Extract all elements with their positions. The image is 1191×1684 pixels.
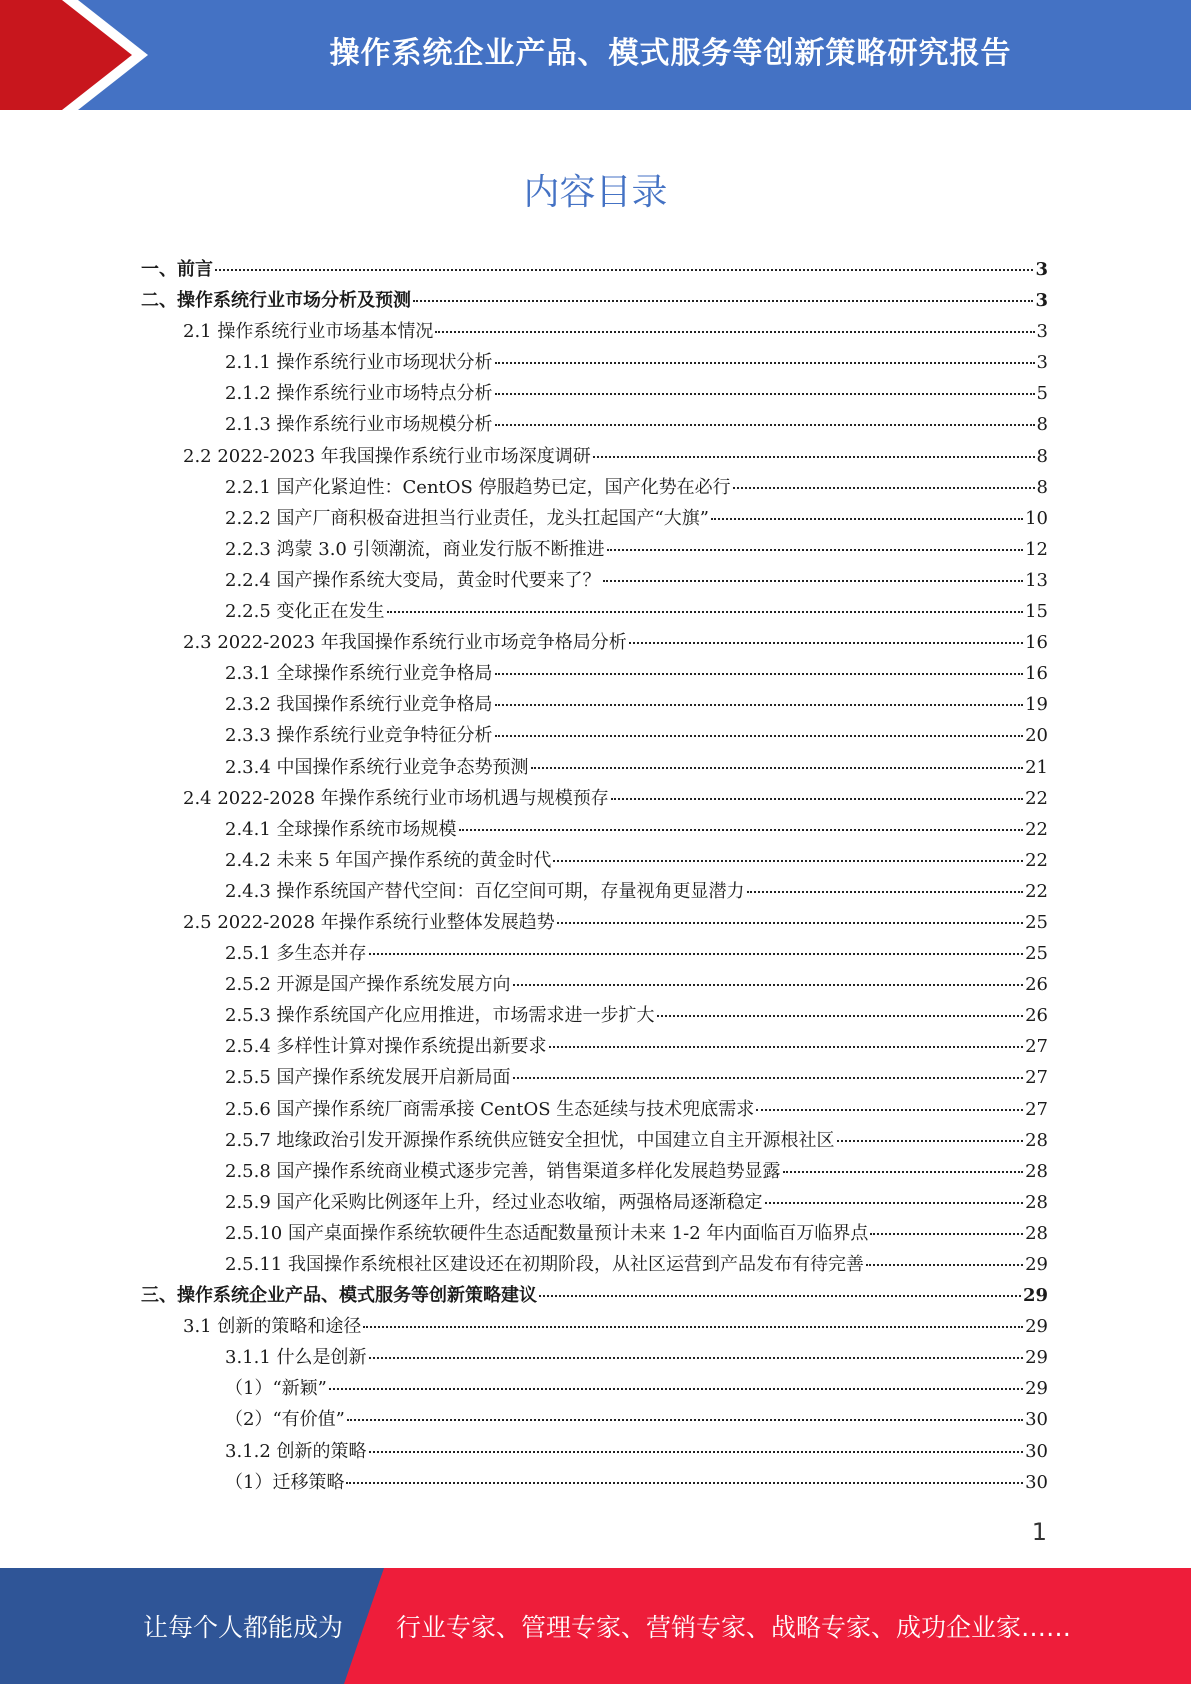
- toc-entry[interactable]: [141, 316, 1048, 347]
- toc-dot-leader: [459, 829, 1024, 831]
- toc-entry[interactable]: [141, 1156, 1048, 1187]
- toc-entry[interactable]: [141, 1280, 1048, 1311]
- toc-title: 内容目录: [523, 172, 668, 213]
- toc-entry-page: 30: [1025, 1440, 1048, 1462]
- toc-dot-leader: [347, 1419, 1023, 1421]
- toc-entry-label: 2.3.1 全球操作系统行业竞争格局: [225, 663, 493, 685]
- toc-entry-page: 27: [1025, 1036, 1048, 1058]
- toc-entry-page: 5: [1036, 383, 1048, 405]
- toc-entry-label: （2）“有价值”: [225, 1409, 345, 1431]
- toc-entry-page: 21: [1025, 756, 1048, 778]
- toc-entry-label: 2.5.2 开源是国产操作系统发展方向: [225, 974, 511, 996]
- toc-entry[interactable]: [141, 285, 1048, 316]
- toc-entry-page: 26: [1025, 974, 1048, 996]
- toc-entry[interactable]: [141, 1062, 1048, 1093]
- toc-dot-leader: [549, 1046, 1024, 1048]
- toc-entry-label: 2.2.3 鸿蒙 3.0 引领潮流，商业发行版不断推进: [225, 538, 605, 560]
- toc-entry-page: 3: [1036, 352, 1048, 374]
- toc-entry[interactable]: [141, 938, 1048, 969]
- toc-dot-leader: [346, 1482, 1023, 1484]
- toc-entry-label: 2.2.4 国产操作系统大变局，黄金时代要来了？: [225, 569, 601, 591]
- toc-dot-leader: [495, 393, 1035, 395]
- toc-entry-page: 8: [1036, 476, 1048, 498]
- toc-entry-label: 2.5.9 国产化采购比例逐年上升，经过业态收缩，两强格局逐渐稳定: [225, 1191, 763, 1213]
- toc-entry[interactable]: [141, 1000, 1048, 1031]
- toc-entry-page: 10: [1025, 507, 1048, 529]
- toc-entry-label: 3.1.1 什么是创新: [225, 1347, 367, 1369]
- toc-dot-leader: [369, 1451, 1024, 1453]
- toc-entry[interactable]: [141, 969, 1048, 1000]
- toc-entry-label: 2.5 2022-2028 年操作系统行业整体发展趋势: [183, 911, 555, 933]
- toc-dot-leader: [495, 362, 1035, 364]
- toc-entry-label: 三、操作系统企业产品、模式服务等创新策略建议: [141, 1285, 537, 1307]
- toc-entry-label: 2.5.10 国产桌面操作系统软硬件生态适配数量预计未来 1-2 年内面临百万临界点: [225, 1222, 869, 1244]
- toc-entry-label: 3.1 创新的策略和途径: [183, 1316, 362, 1338]
- toc-entry-label: （1）“新颖”: [225, 1378, 327, 1400]
- toc-entry-label: 2.5.6 国产操作系统厂商需承接 CentOS 生态延续与技术兜底需求: [225, 1098, 755, 1120]
- toc-entry[interactable]: [141, 1094, 1048, 1125]
- toc-entry-page: 25: [1025, 943, 1048, 965]
- toc-entry-page: 13: [1025, 569, 1048, 591]
- toc-entry[interactable]: [141, 627, 1048, 658]
- toc-entry-page: 27: [1025, 1067, 1048, 1089]
- toc-entry-page: 22: [1025, 818, 1048, 840]
- toc-entry[interactable]: [141, 1031, 1048, 1062]
- toc-entry[interactable]: [141, 1187, 1048, 1218]
- toc-entry-label: 2.2.5 变化正在发生: [225, 601, 385, 623]
- toc-entry-page: 26: [1025, 1005, 1048, 1027]
- toc-dot-leader: [557, 922, 1023, 924]
- toc-entry[interactable]: [141, 1373, 1048, 1404]
- toc-entry-label: 2.3.4 中国操作系统行业竞争态势预测: [225, 756, 529, 778]
- toc-entry-page: 22: [1025, 787, 1048, 809]
- toc-entry-page: 16: [1025, 632, 1048, 654]
- toc-entry[interactable]: [141, 1467, 1048, 1498]
- toc-entry[interactable]: [141, 720, 1048, 751]
- toc-dot-leader: [435, 331, 1034, 333]
- toc-entry[interactable]: [141, 534, 1048, 565]
- toc-entry-page: 28: [1025, 1222, 1048, 1244]
- toc-dot-leader: [607, 549, 1024, 551]
- toc-dot-leader: [369, 1357, 1024, 1359]
- toc-entry-page: 8: [1036, 414, 1048, 436]
- toc-entry-label: 2.5.7 地缘政治引发开源操作系统供应链安全担忧，中国建立自主开源根社区: [225, 1129, 835, 1151]
- toc-dot-leader: [747, 891, 1024, 893]
- toc-entry-page: 3: [1036, 321, 1048, 343]
- toc-dot-leader: [495, 704, 1024, 706]
- toc-dot-leader: [363, 1326, 1023, 1328]
- toc-entry-label: 2.5.3 操作系统国产化应用推进，市场需求进一步扩大: [225, 1005, 655, 1027]
- report-title: 操作系统企业产品、模式服务等创新策略研究报告: [329, 36, 1012, 71]
- toc-entry[interactable]: [141, 347, 1048, 378]
- toc-entry[interactable]: [141, 1342, 1048, 1373]
- table-of-contents: [141, 254, 1048, 1498]
- toc-dot-leader: [611, 798, 1023, 800]
- toc-entry-label: 2.5.5 国产操作系统发展开启新局面: [225, 1067, 511, 1089]
- toc-entry-page: 15: [1025, 601, 1048, 623]
- toc-entry[interactable]: [141, 596, 1048, 627]
- toc-entry-label: 2.1 操作系统行业市场基本情况: [183, 321, 434, 343]
- toc-entry-label: 2.4.1 全球操作系统市场规模: [225, 818, 457, 840]
- toc-dot-leader: [387, 611, 1024, 613]
- toc-entry[interactable]: [141, 1218, 1048, 1249]
- toc-entry[interactable]: [141, 1436, 1048, 1467]
- toc-entry-label: 2.2.1 国产化紧迫性：CentOS 停服趋势已定，国产化势在必行: [225, 476, 731, 498]
- toc-entry[interactable]: [141, 658, 1048, 689]
- toc-entry-label: 2.2 2022-2023 年我国操作系统行业市场深度调研: [183, 445, 591, 467]
- red-arrow-logo-icon: [0, 0, 150, 110]
- footer-band: [0, 1568, 1191, 1684]
- toc-dot-leader: [413, 300, 1033, 302]
- toc-entry-page: 12: [1025, 538, 1048, 560]
- toc-entry-page: 30: [1025, 1471, 1048, 1493]
- toc-entry-label: （1）迁移策略: [225, 1471, 345, 1493]
- toc-entry-page: 29: [1025, 1378, 1048, 1400]
- toc-entry-page: 16: [1025, 663, 1048, 685]
- toc-entry[interactable]: [141, 783, 1048, 814]
- toc-entry-label: 2.3 2022-2023 年我国操作系统行业市场竞争格局分析: [183, 632, 627, 654]
- footer-slogan: 让每个人都能成为: [143, 1613, 344, 1642]
- toc-dot-leader: [513, 984, 1024, 986]
- toc-entry-label: 2.1.2 操作系统行业市场特点分析: [225, 383, 493, 405]
- toc-entry[interactable]: [141, 1125, 1048, 1156]
- toc-entry[interactable]: [141, 845, 1048, 876]
- toc-entry-label: 2.3.3 操作系统行业竞争特征分析: [225, 725, 493, 747]
- toc-entry[interactable]: [141, 752, 1048, 783]
- toc-dot-leader: [629, 642, 1023, 644]
- toc-entry-page: 28: [1025, 1191, 1048, 1213]
- toc-entry-page: 20: [1025, 725, 1048, 747]
- toc-entry-page: 25: [1025, 911, 1048, 933]
- toc-entry-page: 28: [1025, 1129, 1048, 1151]
- toc-entry[interactable]: [141, 565, 1048, 596]
- toc-entry-label: 2.2.2 国产厂商积极奋进担当行业责任，龙头扛起国产“大旗”: [225, 507, 709, 529]
- toc-entry[interactable]: [141, 409, 1048, 440]
- toc-entry[interactable]: [141, 689, 1048, 720]
- toc-entry[interactable]: [141, 1404, 1048, 1435]
- toc-dot-leader: [329, 1388, 1023, 1390]
- toc-entry-page: 29: [1022, 1285, 1048, 1307]
- toc-dot-leader: [215, 269, 1033, 271]
- toc-entry[interactable]: [141, 907, 1048, 938]
- toc-entry-page: 30: [1025, 1409, 1048, 1431]
- toc-entry-label: 二、操作系统行业市场分析及预测: [141, 290, 411, 312]
- toc-dot-leader: [711, 518, 1023, 520]
- toc-entry-label: 2.1.3 操作系统行业市场规模分析: [225, 414, 493, 436]
- toc-dot-leader: [657, 1015, 1024, 1017]
- toc-entry[interactable]: [141, 472, 1048, 503]
- toc-entry-label: 2.5.1 多生态并存: [225, 943, 367, 965]
- toc-dot-leader: [837, 1140, 1024, 1142]
- toc-entry-label: 2.5.11 我国操作系统根社区建设还在初期阶段，从社区运营到产品发布有待完善: [225, 1254, 864, 1275]
- toc-dot-leader: [603, 580, 1024, 582]
- toc-dot-leader: [495, 673, 1024, 675]
- toc-dot-leader: [539, 1295, 1021, 1297]
- toc-entry-label: 2.3.2 我国操作系统行业竞争格局: [225, 694, 493, 716]
- toc-entry[interactable]: [141, 1311, 1048, 1342]
- toc-entry-page: 29: [1025, 1316, 1048, 1338]
- toc-dot-leader: [513, 1077, 1024, 1079]
- toc-entry-label: 2.4.2 未来 5 年国产操作系统的黄金时代: [225, 849, 552, 871]
- toc-entry[interactable]: [141, 876, 1048, 907]
- toc-entry-label: 2.5.8 国产操作系统商业模式逐步完善，销售渠道多样化发展趋势显露: [225, 1160, 781, 1182]
- toc-dot-leader: [733, 487, 1035, 489]
- toc-dot-leader: [783, 1171, 1024, 1173]
- toc-entry-page: 28: [1025, 1160, 1048, 1182]
- toc-entry[interactable]: [141, 378, 1048, 409]
- toc-entry-label: 2.4.3 操作系统国产替代空间：百亿空间可期，存量视角更显潜力: [225, 880, 745, 902]
- toc-entry[interactable]: [141, 441, 1048, 472]
- toc-entry-page: 22: [1025, 880, 1048, 902]
- toc-entry[interactable]: [141, 1249, 1048, 1280]
- toc-entry-page: 8: [1036, 445, 1048, 467]
- toc-dot-leader: [756, 1109, 1023, 1111]
- footer-roles: 行业专家、管理专家、营销专家、战略专家、成功企业家……: [396, 1613, 1072, 1642]
- toc-dot-leader: [369, 953, 1024, 955]
- toc-entry[interactable]: [141, 814, 1048, 845]
- toc-dot-leader: [866, 1264, 1023, 1266]
- toc-dot-leader: [553, 860, 1023, 862]
- toc-entry[interactable]: [141, 254, 1048, 285]
- toc-entry-label: 2.4 2022-2028 年操作系统行业市场机遇与规模预存: [183, 787, 609, 809]
- toc-entry-page: 29: [1025, 1254, 1048, 1275]
- toc-entry-label: 2.5.4 多样性计算对操作系统提出新要求: [225, 1036, 547, 1058]
- toc-entry-page: 29: [1025, 1347, 1048, 1369]
- toc-entry-label: 2.1.1 操作系统行业市场现状分析: [225, 352, 493, 374]
- toc-entry-page: 27: [1025, 1098, 1048, 1120]
- toc-dot-leader: [495, 735, 1024, 737]
- toc-entry-label: 一、前言: [141, 259, 213, 280]
- toc-entry-page: 22: [1025, 849, 1048, 871]
- toc-dot-leader: [495, 424, 1035, 426]
- toc-dot-leader: [531, 767, 1024, 769]
- toc-entry-label: 3.1.2 创新的策略: [225, 1440, 367, 1462]
- header-band: [0, 0, 1191, 110]
- toc-entry-page: 3: [1035, 290, 1048, 312]
- toc-entry-page: 19: [1025, 694, 1048, 716]
- toc-dot-leader: [870, 1233, 1023, 1235]
- toc-entry[interactable]: [141, 503, 1048, 534]
- toc-entry-page: 3: [1035, 259, 1048, 280]
- toc-dot-leader: [593, 456, 1035, 458]
- page-number: 1: [1031, 1518, 1047, 1546]
- toc-dot-leader: [765, 1202, 1024, 1204]
